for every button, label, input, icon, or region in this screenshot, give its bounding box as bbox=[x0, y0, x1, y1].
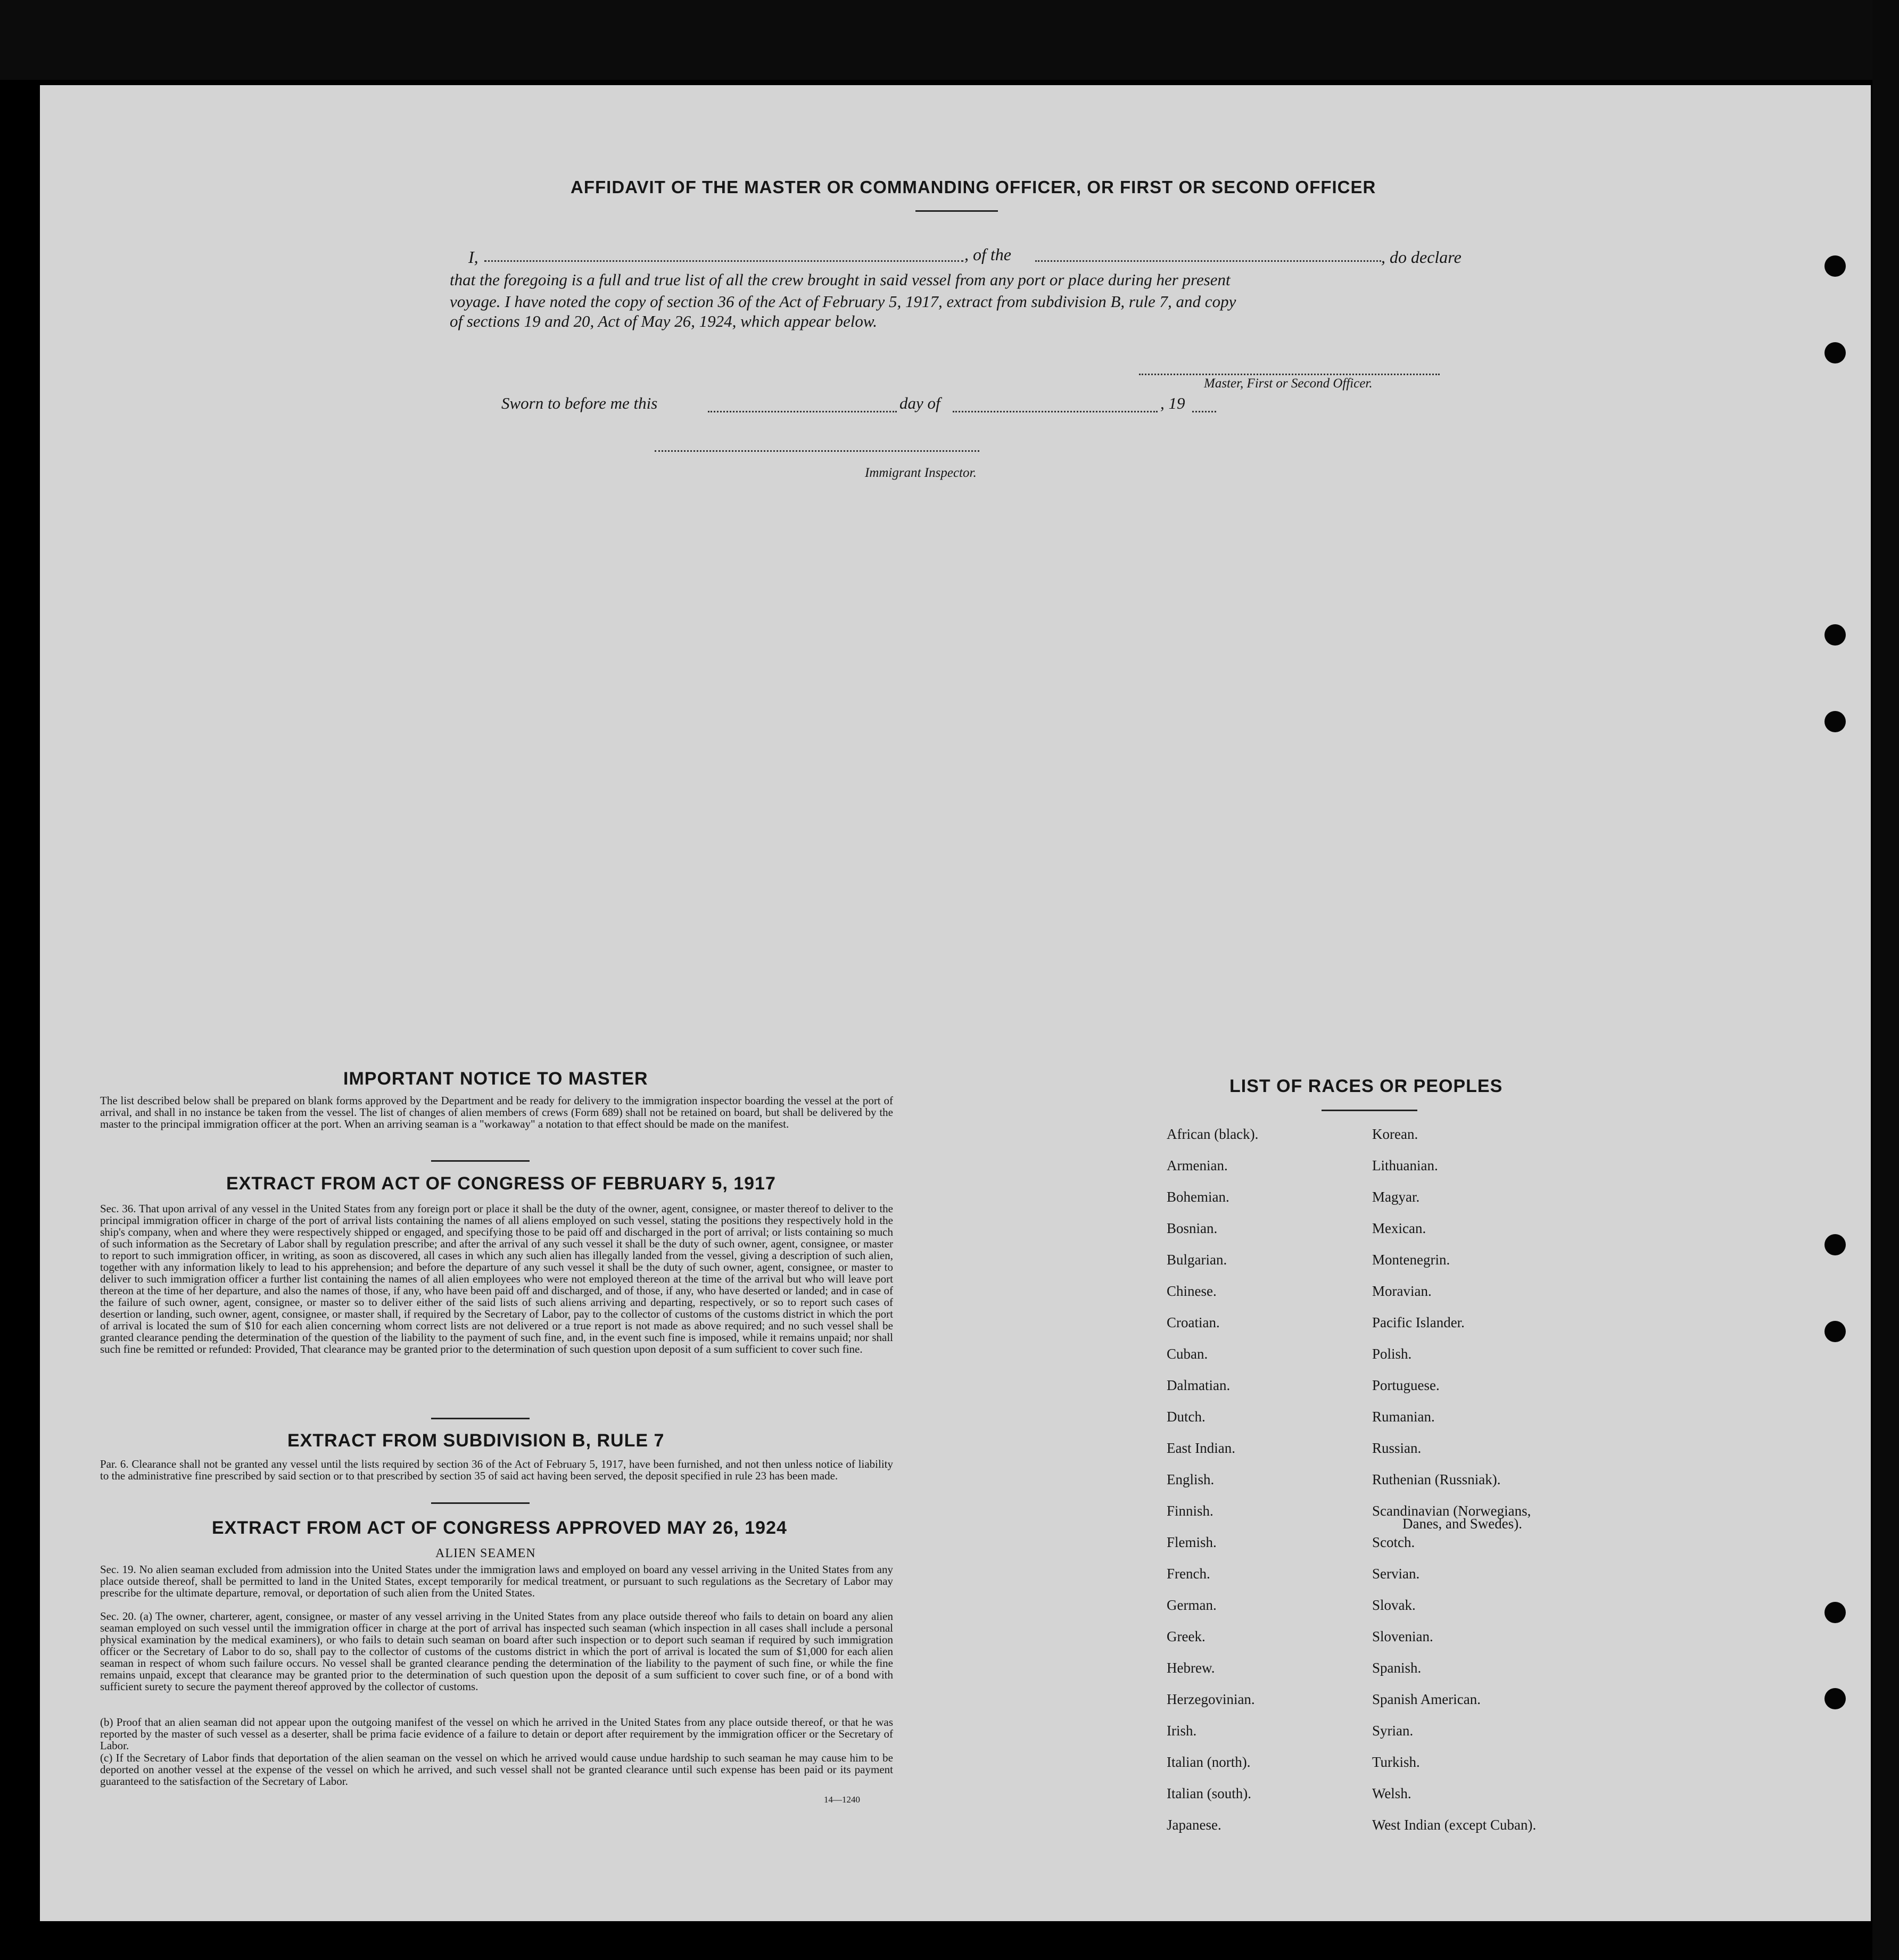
race-item: Montenegrin. bbox=[1372, 1252, 1450, 1268]
race-item: Dalmatian. bbox=[1167, 1377, 1231, 1393]
race-item: Slovak. bbox=[1372, 1597, 1416, 1613]
master-signature-line[interactable] bbox=[1139, 374, 1440, 375]
affidavit-of-the-label: , of the bbox=[964, 245, 1011, 264]
race-item: Dutch. bbox=[1167, 1409, 1206, 1425]
race-item: Cuban. bbox=[1167, 1346, 1208, 1362]
race-item: French. bbox=[1167, 1566, 1210, 1582]
divider bbox=[431, 1160, 530, 1162]
race-item: Spanish American. bbox=[1372, 1691, 1481, 1707]
affidavit-line-2: voyage. I have noted the copy of section 36 of the Act of February 5, 1917, extract from subdivision B, rule 7, and copy bbox=[450, 292, 1236, 311]
race-item: German. bbox=[1167, 1597, 1217, 1613]
binder-hole bbox=[1824, 624, 1846, 646]
race-item: Bosnian. bbox=[1167, 1220, 1218, 1236]
divider bbox=[431, 1418, 530, 1419]
sworn-month-blank[interactable] bbox=[953, 411, 1158, 412]
race-item: Welsh. bbox=[1372, 1785, 1411, 1801]
race-item: East Indian. bbox=[1167, 1440, 1235, 1456]
notice-text: The list described below shall be prepared on blank forms approved by the Department and be ready for delivery to the immigration inspector boarding the vessel at the port of arrival, and shall in no instance be taken from the vessel. The list of changes of alien members of crews (Form 689) shall not be retained on board, but shall be delivered by the master to the principal immigration officer at the port. When an arriving seaman is a "workaway" a notation to that effect should be made on the manifest. bbox=[100, 1094, 893, 1130]
race-item: Rumanian. bbox=[1372, 1409, 1435, 1425]
binder-hole bbox=[1824, 711, 1846, 732]
race-item: Portuguese. bbox=[1372, 1377, 1440, 1393]
race-item: Japanese. bbox=[1167, 1817, 1221, 1833]
master-caption: Master, First or Second Officer. bbox=[1204, 376, 1373, 391]
form-number: 14—1240 bbox=[824, 1794, 860, 1805]
race-item: Lithuanian. bbox=[1372, 1157, 1438, 1173]
scan-border-right bbox=[1872, 0, 1899, 1960]
race-item: Ruthenian (Russniak). bbox=[1372, 1471, 1501, 1487]
affidavit-declare-label: , do declare bbox=[1381, 247, 1462, 267]
race-item: Servian. bbox=[1372, 1566, 1420, 1582]
race-item: Pacific Islander. bbox=[1372, 1314, 1465, 1330]
extract-1917-title: EXTRACT FROM ACT OF CONGRESS OF FEBRUARY 5, 1917 bbox=[226, 1173, 776, 1194]
race-item: Italian (north). bbox=[1167, 1754, 1251, 1770]
alien-seamen-subtitle: ALIEN SEAMEN bbox=[435, 1547, 536, 1560]
vessel-blank[interactable] bbox=[1035, 260, 1381, 262]
race-item: Greek. bbox=[1167, 1628, 1206, 1644]
races-right-column bbox=[1372, 1119, 1536, 1841]
name-blank[interactable] bbox=[484, 260, 963, 262]
inspector-signature-line[interactable] bbox=[655, 450, 979, 452]
binder-hole bbox=[1824, 1321, 1846, 1342]
race-item: Korean. bbox=[1372, 1126, 1418, 1142]
race-item: Finnish. bbox=[1167, 1503, 1213, 1519]
scan-border-top bbox=[0, 0, 1899, 80]
notice-title: IMPORTANT NOTICE TO MASTER bbox=[343, 1069, 648, 1089]
race-item: Irish. bbox=[1167, 1723, 1197, 1739]
sworn-label: Sworn to before me this bbox=[501, 394, 658, 412]
inspector-caption: Immigrant Inspector. bbox=[865, 466, 977, 480]
extract-1924-title: EXTRACT FROM ACT OF CONGRESS APPROVED MAY 26, 1924 bbox=[212, 1518, 787, 1538]
races-left-column bbox=[1167, 1119, 1258, 1841]
race-item: Scandinavian (Norwegians, bbox=[1372, 1503, 1531, 1519]
race-item: Moravian. bbox=[1372, 1283, 1432, 1299]
race-item: Slovenian. bbox=[1372, 1628, 1433, 1644]
race-item: Syrian. bbox=[1372, 1723, 1414, 1739]
divider bbox=[431, 1502, 530, 1504]
race-item: Polish. bbox=[1372, 1346, 1412, 1362]
section-20a-text: Sec. 20. (a) The owner, charterer, agent, consignee, or master of any vessel arriving in the United States from any place outside thereof who fails to detain on board any alien seaman employed on such vessel until the immigration officer in charge at the port of arrival has inspected such seaman (which inspection in all cases shall include a personal physical examination by the medical examiners), or who fails to detain such seaman on board after such inspection or to deport such seaman if required by such immigration officer or the Secretary of Labor to do so, shall pay to the collector of customs of the customs district in which the port of arrival is located the sum of $1,000 for each alien seaman in respect of whom such failure occurs. No vessel shall be granted clearance pending the determination of the liability to the payment of such fine, or while the fine remains unpaid, except that clearance may be granted prior to the determination of such question upon the deposit of a sum sufficient to cover such fine, or of a bond with sufficient surety to secure the payment thereof approved by the collector of customs. bbox=[100, 1610, 893, 1693]
section-20b-text: (b) Proof that an alien seaman did not appear upon the outgoing manifest of the vessel on which he arrived in the United States from any place outside thereof, or that he was reported by the master of such vessel as a deserter, shall be prima facie evidence of a failure to detain or deport after requirement by the immigration officer or the Secretary of Labor. bbox=[100, 1716, 893, 1752]
race-item: Mexican. bbox=[1372, 1220, 1426, 1236]
race-item: African (black). bbox=[1167, 1126, 1259, 1142]
race-item: Italian (south). bbox=[1167, 1785, 1251, 1801]
race-item: Flemish. bbox=[1167, 1534, 1217, 1550]
binder-hole bbox=[1824, 255, 1846, 277]
rule7-title: EXTRACT FROM SUBDIVISION B, RULE 7 bbox=[287, 1430, 665, 1451]
extract-1917-text: Sec. 36. That upon arrival of any vessel in the United States from any foreign port or place it shall be the duty of the owner, agent, consignee, or master thereof to deliver to the principal immigration officer in charge of the port of arrival lists containing the names of all aliens employed on such vessel, stating the positions they respectively hold in the ship's company, when and where they were respectively shipped or engaged, and specifying those to be paid off and discharged in the port of arrival; or lists containing so much of such information as the Secretary of Labor shall by regulation prescribe; and after the arrival of any such vessel it shall be the duty of such owner, agent, consignee, or master to report to such immigration officer, in writing, as soon as discovered, all cases in which any such alien has illegally landed from the vessel, giving a description of such alien, together with any information likely to lead to his apprehension; and before the departure of any such vessel it shall be the duty of such owner, agent, consignee, or master to deliver to such immigration officer a further list containing the names of all alien employees who were not employed thereon at the time of the arrival but who will leave port thereon at the time of her departure, and also the names of those, if any, who have been paid off and discharged, and of those, if any, who have deserted or landed; and in case of the failure of such owner, agent, consignee, or master so to deliver either of the said lists of such aliens arriving and departing, respectively, or so to report such cases of desertion or landing, such owner, agent, consignee, or master shall, if required by the Secretary of Labor, pay to the collector of customs of the customs district in which the port of arrival is located the sum of $10 for each alien concerning whom correct lists are not delivered or a true report is not made as above required; and no such vessel shall be granted clearance pending the determination of the question of the liability to the payment of such fine, and, in the event such fine is imposed, while it remains unpaid; nor shall such fine be remitted or refunded: Provided, That clearance may be granted prior to the determination of such question upon deposit of a sum sufficient to cover such fine. bbox=[100, 1202, 893, 1355]
race-item-continuation: Danes, and Swedes). bbox=[1402, 1516, 1522, 1532]
day-of-label: day of bbox=[899, 394, 940, 412]
binder-hole bbox=[1824, 342, 1846, 363]
race-item: Herzegovinian. bbox=[1167, 1691, 1255, 1707]
race-item: Bohemian. bbox=[1167, 1189, 1229, 1205]
race-item: Chinese. bbox=[1167, 1283, 1217, 1299]
races-title: LIST OF RACES OR PEOPLES bbox=[1229, 1076, 1503, 1096]
race-item: Croatian. bbox=[1167, 1314, 1220, 1330]
binder-hole bbox=[1824, 1234, 1846, 1255]
race-item: Magyar. bbox=[1372, 1189, 1420, 1205]
race-item: Spanish. bbox=[1372, 1660, 1422, 1676]
race-item: Bulgarian. bbox=[1167, 1252, 1227, 1268]
affidavit-line-3: of sections 19 and 20, Act of May 26, 1924, which appear below. bbox=[450, 312, 878, 330]
race-item: Armenian. bbox=[1167, 1157, 1228, 1173]
affidavit-line-1: that the foregoing is a full and true list of all the crew brought in said vessel from any port or place during her present bbox=[450, 270, 1231, 289]
race-item: Russian. bbox=[1372, 1440, 1422, 1456]
binder-hole bbox=[1824, 1688, 1846, 1709]
divider bbox=[1322, 1110, 1417, 1111]
year-blank[interactable] bbox=[1192, 411, 1216, 412]
section-20c-text: (c) If the Secretary of Labor finds that deportation of the alien seaman on the vessel on which he arrived would cause undue hardship to such seaman he may cause him to be deported on another vessel at the expense of the vessel on which he arrived, and such vessel shall not be granted clearance until such expense has been paid or its payment guaranteed to the satisfaction of the Secretary of Labor. bbox=[100, 1751, 893, 1788]
rule7-text: Par. 6. Clearance shall not be granted any vessel until the lists required by section 36 of the Act of February 5, 1917, have been furnished, and not then unless notice of liability to the administrative fine prescribed by said section or to that prescribed by section 35 of said act having been served, the deposit specified in rule 23 has been made. bbox=[100, 1458, 893, 1482]
binder-hole bbox=[1824, 1602, 1846, 1623]
sworn-day-blank[interactable] bbox=[708, 411, 897, 412]
race-item: West Indian (except Cuban). bbox=[1372, 1817, 1537, 1833]
race-item: Hebrew. bbox=[1167, 1660, 1215, 1676]
section-19-text: Sec. 19. No alien seaman excluded from admission into the United States under the immigration laws and employed on board any vessel arriving in the United States from any place outside thereof, shall be permitted to land in the United States, except temporarily for medical treatment, or pursuant to such regulations as the Secretary of Labor may prescribe for the ultimate departure, removal, or deportation of such alien from the United States. bbox=[100, 1563, 893, 1599]
divider bbox=[915, 210, 998, 212]
year-label: , 19 bbox=[1160, 394, 1185, 412]
affidavit-i-label: I, bbox=[468, 247, 478, 267]
race-item: Turkish. bbox=[1372, 1754, 1420, 1770]
race-item: English. bbox=[1167, 1471, 1215, 1487]
race-item: Scotch. bbox=[1372, 1534, 1415, 1550]
affidavit-title: AFFIDAVIT OF THE MASTER OR COMMANDING OFFICER, OR FIRST OR SECOND OFFICER bbox=[571, 177, 1376, 197]
